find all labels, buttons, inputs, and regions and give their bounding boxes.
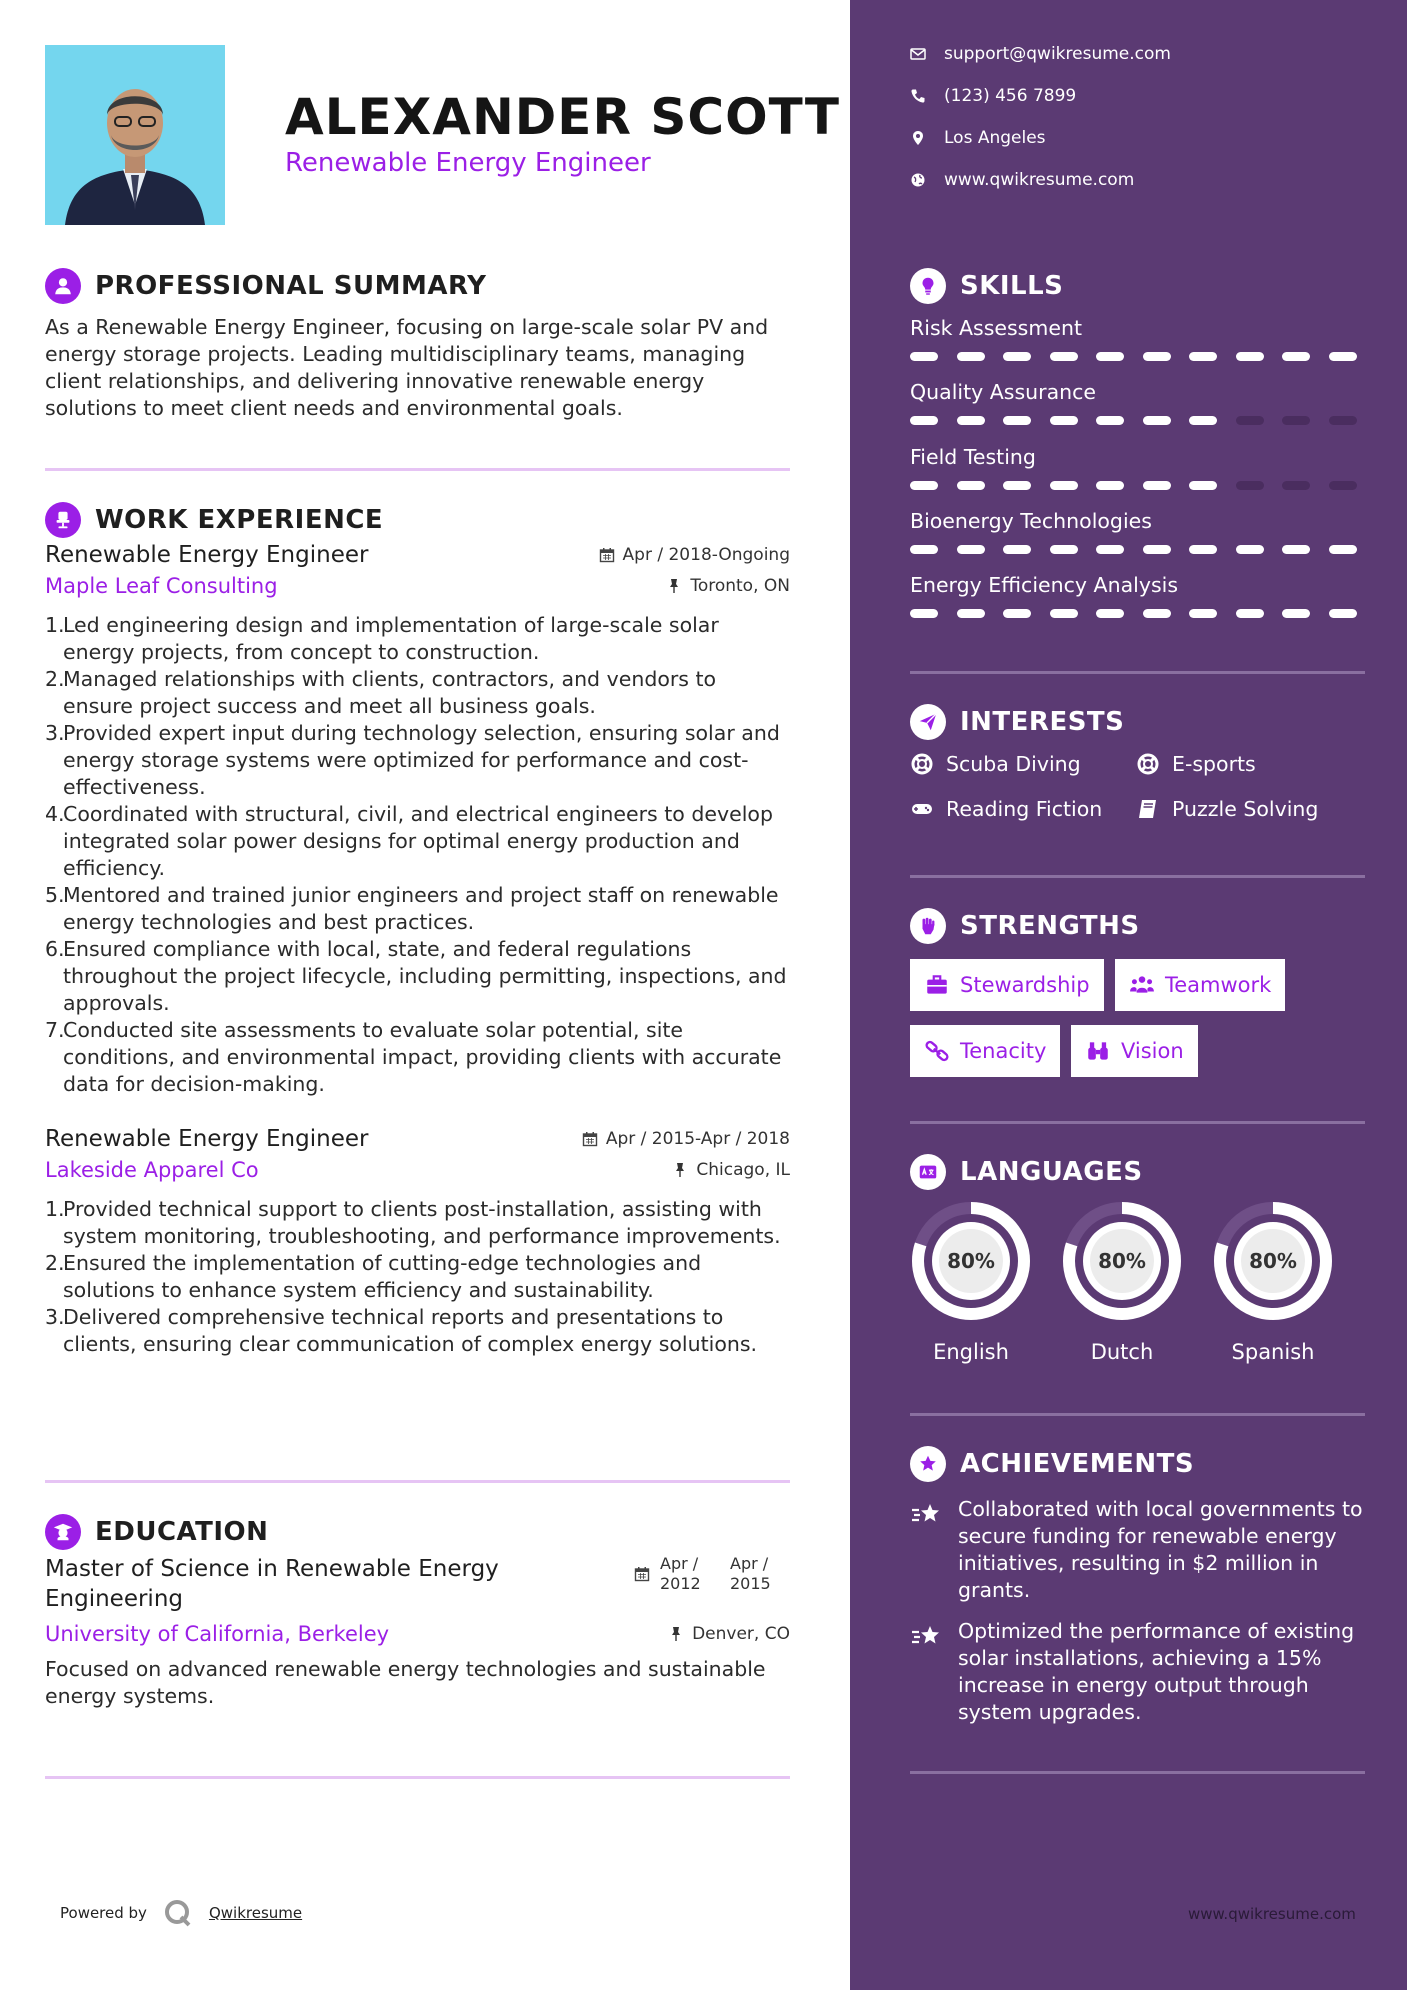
interests-header: [910, 704, 1124, 740]
contact-phone-text: (123) 456 7899: [944, 86, 1077, 106]
job-date-text: Apr / 2018-Ongoing: [622, 545, 790, 565]
skill-level-segment: [1329, 481, 1357, 490]
section-divider: [45, 1776, 790, 1779]
skill-level-segment: [1329, 545, 1357, 554]
degree-title: Master of Science in Renewable Energy Engineering: [45, 1556, 499, 1612]
skill-label: Energy Efficiency Analysis: [910, 573, 1179, 597]
skill-level-segment: [1189, 609, 1217, 618]
footer-website[interactable]: www.qwikresume.com: [1188, 1905, 1356, 1923]
job-title: Renewable Energy Engineer: [45, 1126, 369, 1152]
list-item: 3. Provided expert input during technology selection, ensuring solar and energy storage systems were optimized for performance and cost-effectiveness.: [45, 721, 780, 799]
skill-level-segment: [957, 416, 985, 425]
language-percent: 80%: [1249, 1249, 1297, 1273]
skill-level-segment: [1329, 609, 1357, 618]
interest-label: Reading Fiction: [946, 797, 1103, 821]
chair-icon: [45, 502, 81, 538]
language-item: [1212, 1200, 1334, 1364]
strength-label: Stewardship: [960, 973, 1090, 997]
job-bullets: [45, 1196, 790, 1358]
skill-level-segment: [910, 352, 938, 361]
skill-level-bar: [910, 545, 1365, 554]
language-item: [910, 1200, 1032, 1364]
summary-title: PROFESSIONAL SUMMARY: [95, 271, 487, 301]
job-company: Lakeside Apparel Co: [45, 1158, 259, 1182]
shooting-star-icon: [910, 1620, 944, 1654]
achievements-title: ACHIEVEMENTS: [960, 1449, 1195, 1479]
job-location-text: Chicago, IL: [696, 1160, 790, 1180]
gamepad-icon: [910, 797, 934, 821]
achievement-item: [910, 1618, 1365, 1726]
skill-level-bar: [910, 352, 1365, 361]
summary-text: As a Renewable Energy Engineer, focusing on large-scale solar PV and energy storage projects. Leading multidisciplinary teams, managing client relationships, and delivering innovative renewable energy solutions to meet client needs and environmental goals.: [45, 315, 769, 420]
job-location: [666, 576, 790, 596]
skill-level-segment: [1003, 481, 1031, 490]
footer-powered-by: [60, 1898, 302, 1928]
skill-level-segment: [1143, 352, 1171, 361]
globe-icon: [910, 172, 926, 188]
calendar-icon: [582, 1131, 598, 1147]
skill-level-segment: [1236, 545, 1264, 554]
skill-level-segment: [1189, 481, 1217, 490]
skill-level-segment: [1050, 545, 1078, 554]
strength-label: Teamwork: [1165, 973, 1272, 997]
language-ring: [910, 1200, 1032, 1322]
job-date: [582, 1129, 790, 1149]
skill-level-bar: [910, 609, 1365, 618]
education-location: [668, 1624, 790, 1644]
skill-item: [910, 573, 1365, 618]
skill-level-segment: [1003, 609, 1031, 618]
skill-item: [910, 380, 1365, 425]
section-divider: [910, 1121, 1365, 1124]
list-item: 7. Conducted site assessments to evaluate solar potential, site conditions, and environmental impact, providing clients with accurate data for decision-making.: [45, 1018, 782, 1096]
skill-level-segment: [1050, 481, 1078, 490]
skill-level-segment: [957, 609, 985, 618]
skill-item: [910, 316, 1365, 361]
list-item: 6. Ensured compliance with local, state, and federal regulations throughout the project lifecycle, including permitting, inspections, and approvals.: [45, 937, 787, 1015]
list-item: 5. Mentored and trained junior engineers and project staff on renewable energy technologies and best practices.: [45, 883, 779, 934]
contact-location-text: Los Angeles: [944, 128, 1046, 148]
powered-by-label: Powered by: [60, 1904, 147, 1922]
interest-item: [1136, 752, 1256, 776]
calendar-icon: [634, 1566, 650, 1582]
strength-label: Tenacity: [960, 1039, 1047, 1063]
qwikresume-logo-icon: [163, 1898, 193, 1928]
skill-level-segment: [1003, 545, 1031, 554]
skill-level-segment: [1282, 609, 1310, 618]
skill-level-segment: [910, 416, 938, 425]
job-location-text: Toronto, ON: [690, 576, 790, 596]
star-badge-icon: [910, 1446, 946, 1482]
skill-level-segment: [1143, 609, 1171, 618]
skill-level-segment: [1329, 352, 1357, 361]
candidate-role: Renewable Energy Engineer: [285, 148, 651, 178]
section-divider: [910, 875, 1365, 878]
section-divider: [45, 468, 790, 471]
achievement-item: [910, 1496, 1365, 1604]
interest-item: [910, 752, 1081, 776]
education-start: Apr / 2012: [660, 1554, 701, 1593]
language-name: Dutch: [1090, 1340, 1154, 1364]
achievements-header: [910, 1446, 1194, 1482]
section-divider: [910, 671, 1365, 674]
skill-level-segment: [1282, 352, 1310, 361]
job-location: [672, 1160, 790, 1180]
experience-title: WORK EXPERIENCE: [95, 505, 384, 535]
skill-level-segment: [1050, 609, 1078, 618]
users-icon: [1129, 972, 1155, 998]
skill-level-segment: [1282, 545, 1310, 554]
user-icon: [45, 268, 81, 304]
languages-title: LANGUAGES: [960, 1157, 1143, 1187]
profile-photo: [45, 45, 225, 225]
fist-icon: [910, 908, 946, 944]
lifebuoy-icon: [910, 752, 934, 776]
book-icon: [1136, 797, 1160, 821]
list-item: 2. Ensured the implementation of cutting-edge technologies and solutions to enhance system efficiency and sustainability.: [45, 1251, 702, 1302]
strengths-title: STRENGTHS: [960, 911, 1140, 941]
link-icon: [924, 1038, 950, 1064]
lifebuoy-icon: [1136, 752, 1160, 776]
interest-label: E-sports: [1172, 752, 1256, 776]
skill-label: Bioenergy Technologies: [910, 509, 1152, 533]
interest-item: [1136, 797, 1318, 821]
paper-plane-icon: [910, 704, 946, 740]
strength-badge: [1071, 1025, 1198, 1077]
strength-badge: [910, 959, 1104, 1011]
skill-level-segment: [1050, 352, 1078, 361]
list-item: 3. Delivered comprehensive technical reports and presentations to clients, ensuring clear communication of complex energy solutions.: [45, 1305, 758, 1356]
language-name: Spanish: [1231, 1340, 1315, 1364]
skill-item: [910, 509, 1365, 554]
skill-level-segment: [910, 609, 938, 618]
lightbulb-icon: [910, 268, 946, 304]
job-entry: [45, 542, 790, 1098]
interest-item: [910, 797, 1102, 821]
list-item: 1. Provided technical support to clients post-installation, assisting with system monitoring, troubleshooting, and performance improvements.: [45, 1197, 781, 1248]
skill-level-segment: [910, 545, 938, 554]
translate-icon: [910, 1154, 946, 1190]
contact-location: [910, 128, 1046, 148]
shooting-star-icon: [910, 1498, 944, 1532]
language-name: English: [933, 1340, 1009, 1364]
skill-level-segment: [1236, 481, 1264, 490]
languages-header: [910, 1154, 1143, 1190]
phone-icon: [910, 88, 926, 104]
achievement-text: Optimized the performance of existing solar installations, achieving a 15% increase in energy output through system upgrades.: [958, 1619, 1355, 1724]
briefcase-icon: [924, 972, 950, 998]
envelope-icon: [910, 46, 926, 62]
section-divider: [910, 1771, 1365, 1774]
skill-level-segment: [1003, 416, 1031, 425]
skill-level-bar: [910, 481, 1365, 490]
section-divider: [910, 1413, 1365, 1416]
skill-level-segment: [1236, 416, 1264, 425]
skill-level-segment: [1050, 416, 1078, 425]
skill-level-segment: [1143, 545, 1171, 554]
contact-website-text: www.qwikresume.com: [944, 170, 1135, 190]
strength-label: Vision: [1121, 1039, 1184, 1063]
interests-title: INTERESTS: [960, 707, 1125, 737]
contact-email-text: support@qwikresume.com: [944, 44, 1171, 64]
interest-label: Puzzle Solving: [1172, 797, 1319, 821]
skills-header: [910, 268, 1063, 304]
education-dates: [634, 1554, 790, 1594]
qwikresume-link[interactable]: Qwikresume: [208, 1904, 303, 1922]
contact-email[interactable]: [910, 44, 1171, 64]
school-name: University of California, Berkeley: [45, 1622, 390, 1646]
skill-label: Field Testing: [910, 445, 1036, 469]
binoculars-icon: [1085, 1038, 1111, 1064]
graduation-icon: [45, 1514, 81, 1550]
skill-level-segment: [1096, 416, 1124, 425]
language-item: [1061, 1200, 1183, 1364]
skill-level-segment: [1236, 609, 1264, 618]
pin-icon: [672, 1162, 688, 1178]
candidate-name: ALEXANDER SCOTT: [285, 88, 840, 146]
job-entry: [45, 1126, 790, 1358]
language-percent: 80%: [1098, 1249, 1146, 1273]
skill-level-segment: [957, 352, 985, 361]
skill-level-segment: [1003, 352, 1031, 361]
education-title: EDUCATION: [95, 1517, 269, 1547]
pin-icon: [668, 1626, 684, 1642]
skill-level-segment: [957, 481, 985, 490]
job-bullets: [45, 612, 790, 1098]
section-divider: [45, 1480, 790, 1483]
skills-title: SKILLS: [960, 271, 1064, 301]
skill-level-segment: [1189, 416, 1217, 425]
contact-phone[interactable]: [910, 86, 1076, 106]
skill-level-segment: [1236, 352, 1264, 361]
job-date: [599, 545, 790, 565]
list-item: 4. Coordinated with structural, civil, and electrical engineers to develop integrated solar power designs for optimal energy production and efficiency.: [45, 802, 773, 880]
interest-label: Scuba Diving: [946, 752, 1081, 776]
skill-level-bar: [910, 416, 1365, 425]
skill-level-segment: [1096, 609, 1124, 618]
strength-badge: [910, 1025, 1060, 1077]
language-percent: 80%: [947, 1249, 995, 1273]
skill-level-segment: [1282, 416, 1310, 425]
calendar-icon: [599, 547, 615, 563]
job-date-text: Apr / 2015-Apr / 2018: [605, 1129, 790, 1149]
skill-level-segment: [1329, 416, 1357, 425]
skill-level-segment: [1282, 481, 1310, 490]
strength-badge: [1115, 959, 1285, 1011]
experience-section: [45, 500, 790, 1358]
skill-level-segment: [1143, 416, 1171, 425]
skill-level-segment: [910, 481, 938, 490]
skill-item: [910, 445, 1365, 490]
pin-icon: [666, 578, 682, 594]
skill-level-segment: [1189, 352, 1217, 361]
education-location-text: Denver, CO: [692, 1624, 790, 1644]
education-description: Focused on advanced renewable energy technologies and sustainable energy systems.: [45, 1657, 766, 1708]
strengths-header: [910, 908, 1140, 944]
achievement-text: Collaborated with local governments to secure funding for renewable energy initiatives, resulting in $2 million in grants.: [958, 1497, 1363, 1602]
language-ring: [1212, 1200, 1334, 1322]
skill-level-segment: [1143, 481, 1171, 490]
job-title: Renewable Energy Engineer: [45, 542, 369, 568]
education-section: [45, 1512, 790, 1710]
map-marker-icon: [910, 130, 926, 146]
skill-label: Risk Assessment: [910, 316, 1082, 340]
job-company: Maple Leaf Consulting: [45, 574, 278, 598]
skill-level-segment: [1189, 545, 1217, 554]
skill-label: Quality Assurance: [910, 380, 1097, 404]
skill-level-segment: [1096, 352, 1124, 361]
list-item: 2. Managed relationships with clients, contractors, and vendors to ensure project success and meet all business goals.: [45, 667, 717, 718]
skill-level-segment: [957, 545, 985, 554]
skill-level-segment: [1096, 545, 1124, 554]
skill-level-segment: [1096, 481, 1124, 490]
language-ring: [1061, 1200, 1183, 1322]
contact-website[interactable]: [910, 170, 1134, 190]
education-end: Apr / 2015: [730, 1554, 771, 1593]
list-item: 1. Led engineering design and implementation of large-scale solar energy projects, from concept to construction.: [45, 613, 719, 664]
summary-section: [45, 266, 790, 422]
